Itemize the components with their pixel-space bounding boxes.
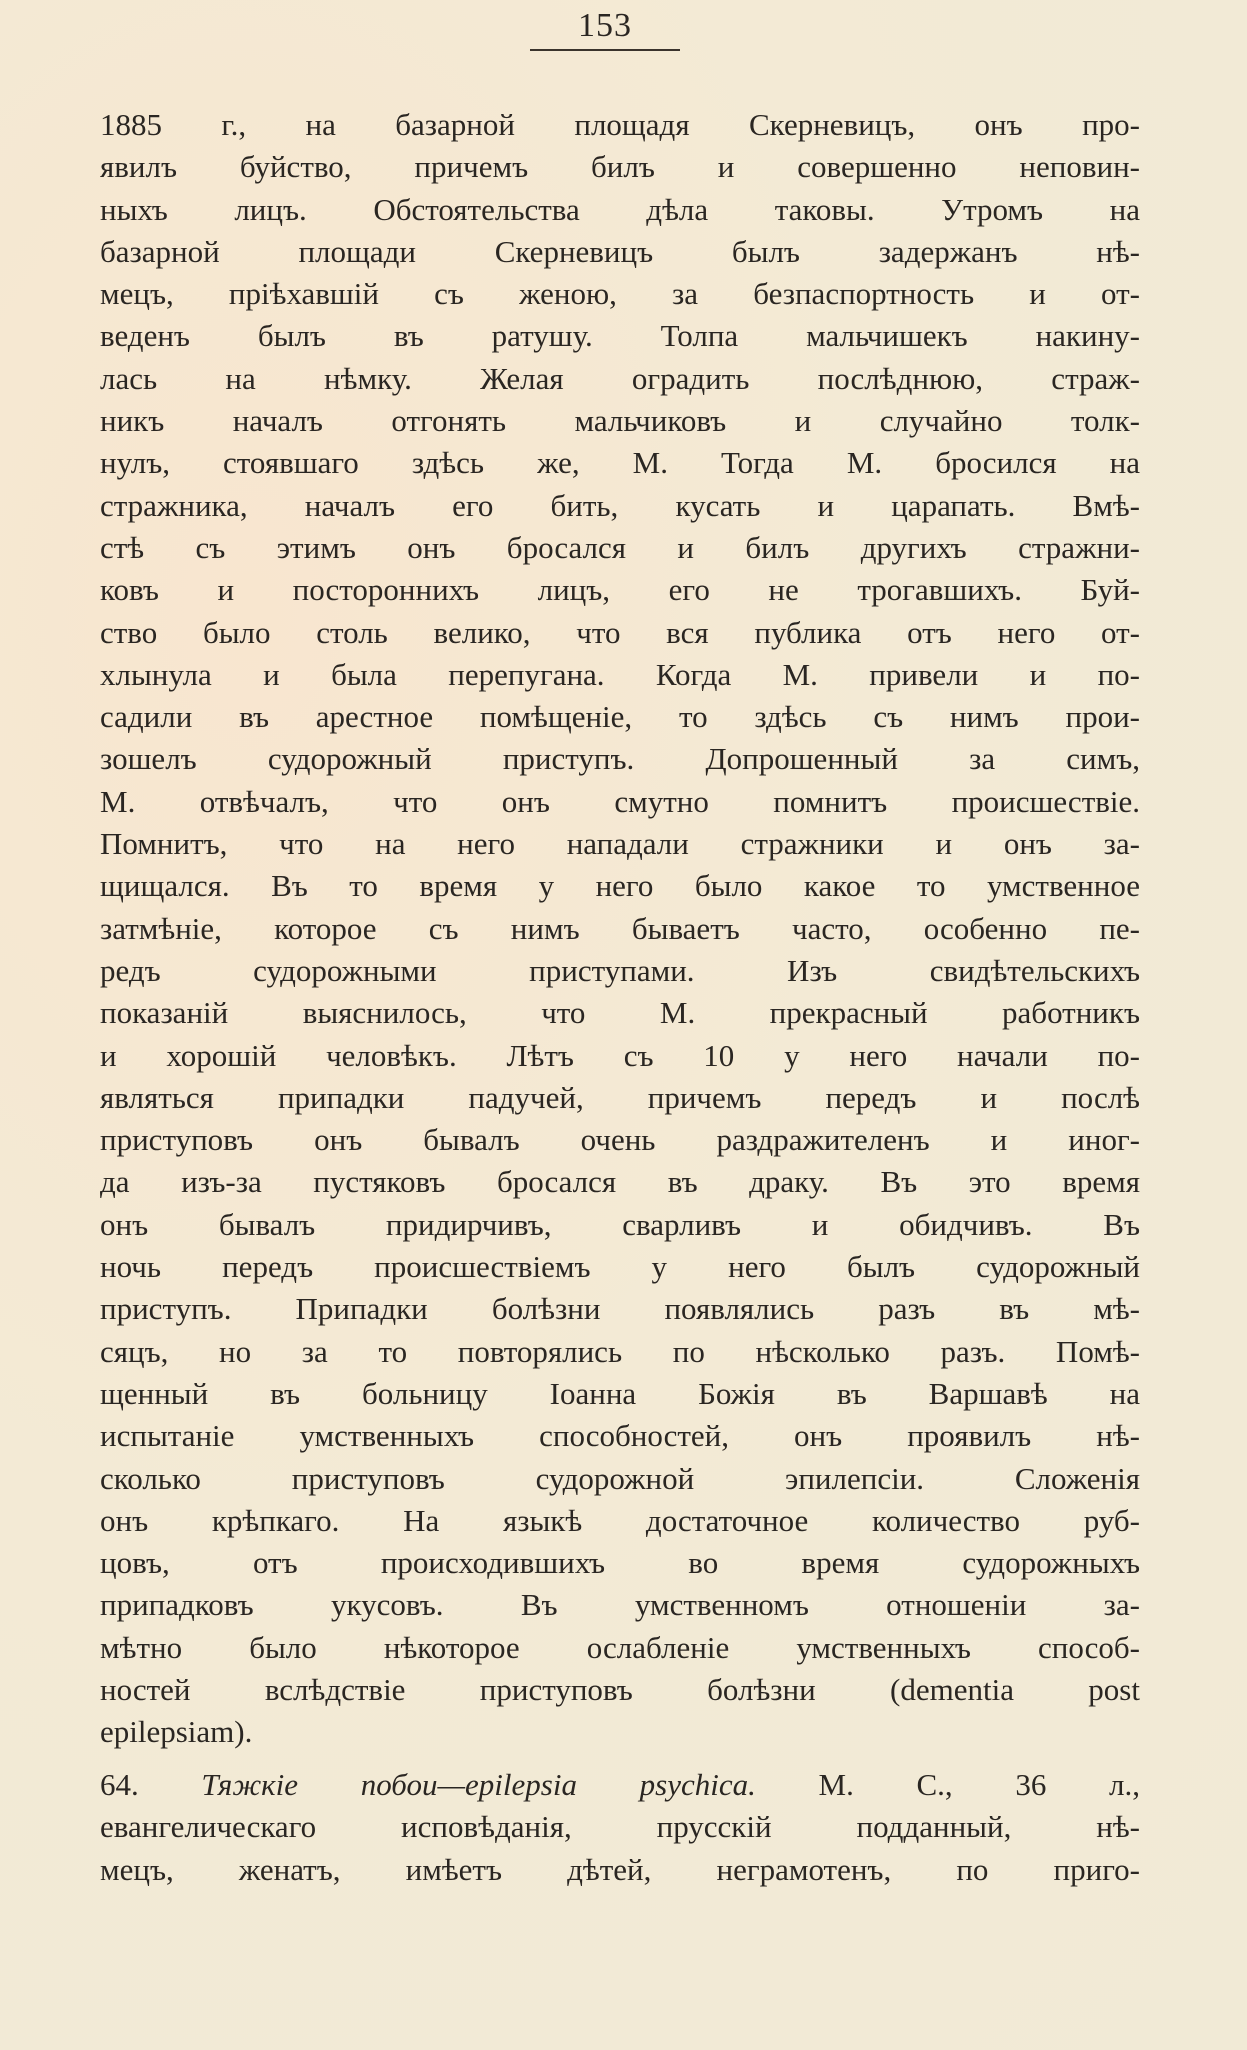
text-line: приступовъ онъ бывалъ очень раздражителенъ и иног- (100, 1122, 1140, 1158)
text-line: редъ судорожными приступами. Изъ свидѣтельскихъ (100, 952, 1140, 988)
case-title: Тяжкіе побои—epilepsia psychica. (201, 1767, 756, 1802)
text-line: ностей вслѣдствіе приступовъ болѣзни (dementia post (100, 1671, 1140, 1707)
text-line: никъ началъ отгонять мальчиковъ и случайно толк- (100, 403, 1140, 439)
text-line: онъ бывалъ придирчивъ, сварливъ и обидчивъ. Въ (100, 1206, 1140, 1242)
text-line: базарной площади Скерневицъ былъ задержанъ нѣ- (100, 233, 1140, 269)
text-line: щенный въ больницу Іоанна Божія въ Варшавѣ на (100, 1375, 1140, 1411)
text-line: 1885 г., на базарной площадя Скерневицъ, онъ про- (100, 107, 1140, 142)
text-line: мецъ, пріѣхавшій съ женою, за безпаспортность и от- (100, 276, 1140, 312)
text-line: стѣ съ этимъ онъ бросался и билъ другихъ стражни- (100, 529, 1140, 565)
text-line: нулъ, стоявшаго здѣсь же, М. Тогда М. бросился на (100, 445, 1140, 481)
page-number: 153 (578, 7, 632, 44)
text-line: мецъ, женатъ, имѣетъ дѣтей, неграмотенъ, по приго- (100, 1851, 1140, 1887)
text-line: онъ крѣпкаго. На языкѣ достаточное количество руб- (100, 1502, 1140, 1538)
text-line: epilepsiam). (100, 1714, 253, 1750)
text-line: явилъ буйство, причемъ билъ и совершенно неповин- (100, 149, 1140, 185)
text-line: цовъ, отъ происходившихъ во время судорожныхъ (100, 1545, 1140, 1581)
text-line: ковъ и постороннихъ лицъ, его не трогавшихъ. Буй- (100, 572, 1140, 608)
text-line: хлынула и была перепугана. Когда М. привели и по- (100, 656, 1140, 692)
text-line: зошелъ судорожный приступъ. Допрошенный за симъ, (100, 741, 1140, 777)
text-line: садили въ арестное помѣщеніе, то здѣсь съ нимъ прои- (100, 699, 1140, 735)
text-line: лась на нѣмку. Желая оградить послѣднюю, страж- (100, 360, 1140, 396)
header-rule (530, 49, 680, 51)
text-line: евангелическаго исповѣданія, прусскій подданный, нѣ- (100, 1809, 1140, 1845)
text-line: ночь передъ происшествіемъ у него былъ судорожный (100, 1249, 1140, 1285)
text-line: показаній выяснилось, что М. прекрасный работникъ (100, 995, 1140, 1031)
paragraph-2 (100, 1764, 1140, 1891)
text-line: и хорошій человѣкъ. Лѣтъ съ 10 у него начали по- (100, 1037, 1140, 1073)
text-line: сяцъ, но за то повторялись по нѣсколько разъ. Помѣ- (100, 1333, 1140, 1369)
text-line: приступъ. Припадки болѣзни появлялись разъ въ мѣ- (100, 1291, 1140, 1327)
case-details: М. С., 36 л., (755, 1767, 1140, 1802)
text-line: стражника, началъ его бить, кусать и царапать. Вмѣ- (100, 487, 1140, 523)
text-line: являться припадки падучей, причемъ передъ и послѣ (100, 1079, 1140, 1115)
text-line: ство было столь велико, что вся публика отъ него от- (100, 614, 1140, 650)
text-line: веденъ былъ въ ратушу. Толпа мальчишекъ накину- (100, 318, 1140, 354)
text-line: ныхъ лицъ. Обстоятельства дѣла таковы. Утромъ на (100, 191, 1140, 227)
text-line: испытаніе умственныхъ способностей, онъ проявилъ нѣ- (100, 1418, 1140, 1454)
text-line: припадковъ укусовъ. Въ умственномъ отношеніи за- (100, 1587, 1140, 1623)
case-number: 64. (100, 1767, 139, 1802)
text-line (100, 1764, 1140, 1806)
text-line: да изъ-за пустяковъ бросался въ драку. Въ это время (100, 1164, 1140, 1200)
text-line: щищался. Въ то время у него было какое то умственное (100, 868, 1140, 904)
text-line: затмѣніе, которое съ нимъ бываетъ часто, особенно пе- (100, 910, 1140, 946)
paragraph-1 (100, 104, 1140, 1754)
text-line: Помнитъ, что на него нападали стражники и онъ за- (100, 826, 1140, 862)
text-line: мѣтно было нѣкоторое ослабленіе умственныхъ способ- (100, 1629, 1140, 1665)
text-line: сколько приступовъ судорожной эпилепсіи. Сложенія (100, 1460, 1140, 1496)
text-line: М. отвѣчалъ, что онъ смутно помнитъ происшествіе. (100, 783, 1140, 819)
